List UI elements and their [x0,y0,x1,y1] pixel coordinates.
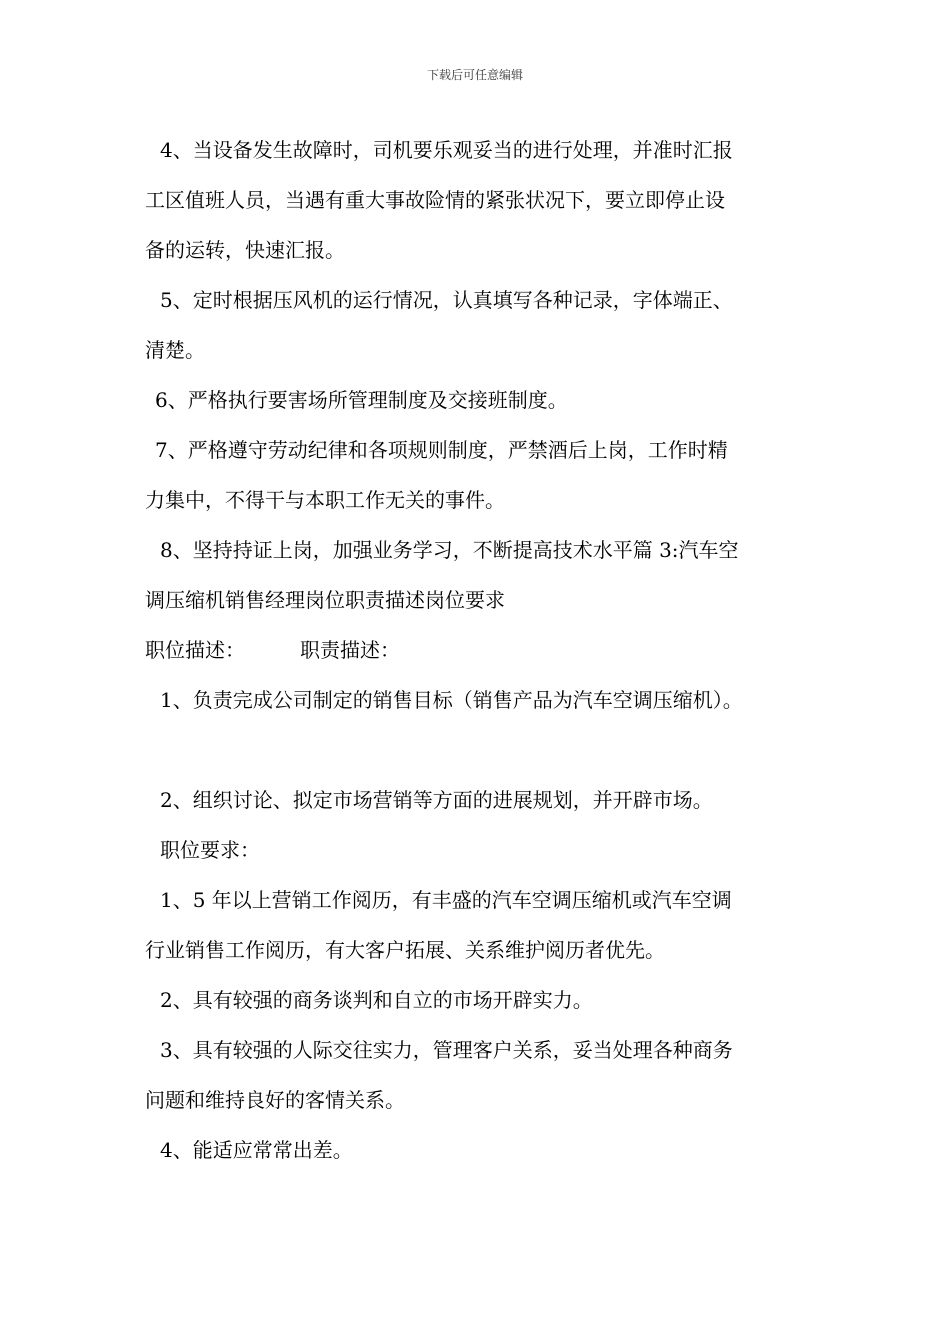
paragraph-line: 7、严格遵守劳动纪律和各项规则制度，严禁酒后上岗，工作时精 [155,438,728,462]
paragraph-line: 4、能适应常常出差。 [160,1138,353,1162]
paragraph-line: 6、严格执行要害场所管理制度及交接班制度。 [155,388,568,412]
paragraph-line: 行业销售工作阅历，有大客户拓展、关系维护阅历者优先。 [145,938,665,962]
paragraph-line: 3、具有较强的人际交往实力，管理客户关系，妥当处理各种商务 [160,1038,733,1062]
section-label: 职责描述： [300,638,400,662]
page-header: 下载后可任意编辑 [426,68,523,82]
paragraph-line: 5、定时根据压风机的运行情况，认真填写各种记录，字体端正、 [160,288,733,312]
paragraph-line: 工区值班人员，当遇有重大事故险情的紧张状况下，要立即停止设 [145,188,725,212]
paragraph-line: 备的运转，快速汇报。 [145,238,345,262]
paragraph-line: 力集中，不得干与本职工作无关的事件。 [145,488,505,512]
paragraph-line: 4、当设备发生故障时，司机要乐观妥当的进行处理，并准时汇报 [160,138,733,162]
section-label: 职位要求： [160,838,260,862]
paragraph-line: 2、组织讨论、拟定市场营销等方面的进展规划，并开辟市场。 [160,788,713,812]
paragraph-line: 8、坚持持证上岗，加强业务学习，不断提高技术水平篇 3:汽车空 [160,538,739,562]
paragraph-line: 2、具有较强的商务谈判和自立的市场开辟实力。 [160,988,593,1012]
paragraph-line: 清楚。 [145,338,205,362]
paragraph-line: 1、5 年以上营销工作阅历，有丰盛的汽车空调压缩机或汽车空调 [160,888,732,912]
paragraph-line: 问题和维持良好的客情关系。 [145,1088,405,1112]
paragraph-line: 1、负责完成公司制定的销售目标（销售产品为汽车空调压缩机）。 [160,688,743,712]
paragraph-line: 调压缩机销售经理岗位职责描述岗位要求 [145,588,505,612]
section-label: 职位描述： [145,638,245,662]
